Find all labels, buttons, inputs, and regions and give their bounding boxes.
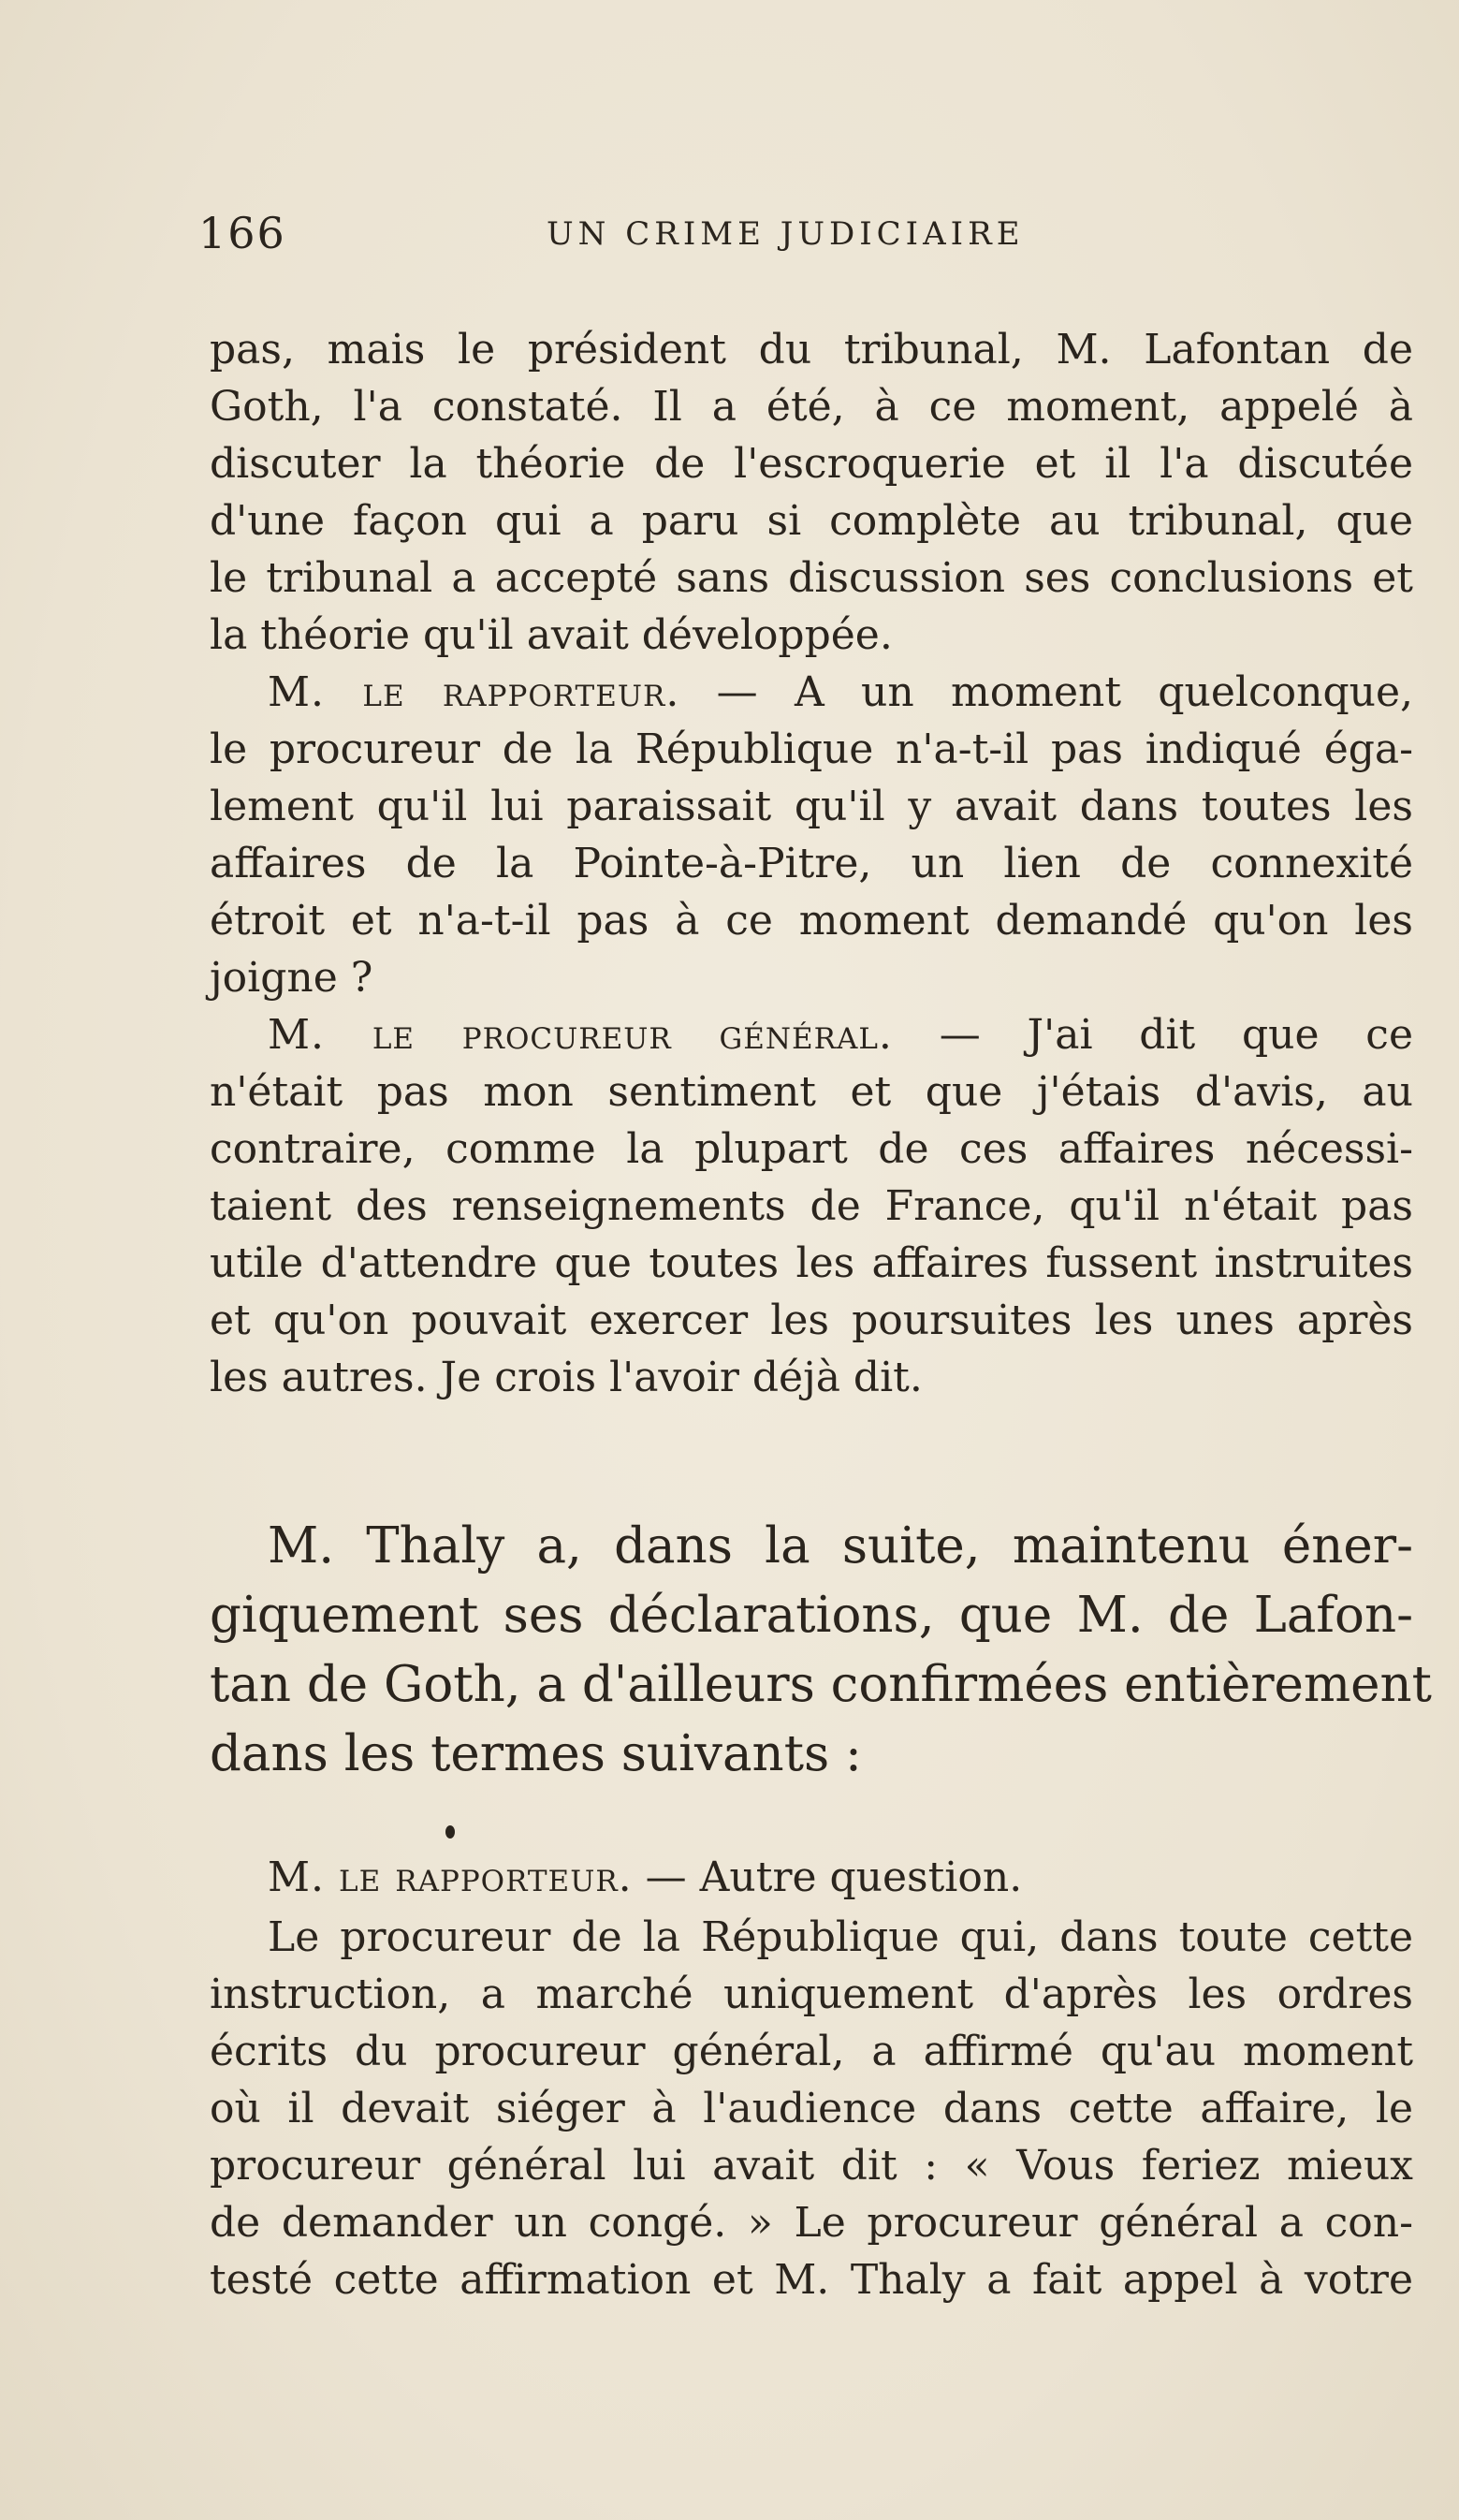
speaker-label: M. le procureur général. bbox=[268, 1011, 893, 1059]
text-line: procureur général lui avait dit : « Vous feriez mieux bbox=[210, 2142, 1413, 2190]
text-line: la théorie qu'il avait développée. bbox=[210, 611, 893, 659]
text-line: giquement ses déclarations, que M. de Lafon- bbox=[210, 1587, 1413, 1644]
text-line: dans les termes suivants : bbox=[210, 1725, 862, 1782]
speech-text: — J'ai dit que ce bbox=[939, 1011, 1413, 1059]
text-line: le procureur de la République n'a-t-il pas indiqué éga- bbox=[210, 725, 1413, 773]
ink-mark bbox=[445, 1825, 455, 1839]
text-line: écrits du procureur général, a affirmé qu'au moment bbox=[210, 2028, 1413, 2075]
text-line: taient des renseignements de France, qu'il n'était pas bbox=[210, 1182, 1413, 1230]
page-number: 166 bbox=[198, 208, 286, 258]
text-line: discuter la théorie de l'escroquerie et il l'a discutée bbox=[210, 440, 1413, 488]
text-line: M. Thaly a, dans la suite, maintenu éner- bbox=[268, 1517, 1413, 1575]
text-line: d'une façon qui a paru si complète au tribunal, que bbox=[210, 497, 1413, 545]
text-line: de demander un congé. » Le procureur général a con- bbox=[210, 2199, 1413, 2247]
text-line: instruction, a marché uniquement d'après les ordres bbox=[210, 1971, 1413, 2018]
speech-text: — A un moment quelconque, bbox=[716, 668, 1413, 716]
text-line: utile d'attendre que toutes les affaires fussent instruites bbox=[210, 1239, 1413, 1287]
text-line: pas, mais le président du tribunal, M. Lafontan de bbox=[210, 326, 1413, 374]
text-line bbox=[268, 1850, 1413, 1906]
text-line: et qu'on pouvait exercer les poursuites les unes après bbox=[210, 1297, 1413, 1344]
text-line: où il devait siéger à l'audience dans cette affaire, le bbox=[210, 2085, 1413, 2132]
text-line: Le procureur de la République qui, dans toute cette bbox=[268, 1913, 1413, 1961]
text-line: le tribunal a accepté sans discussion ses conclusions et bbox=[210, 554, 1413, 602]
text-line: testé cette affirmation et M. Thaly a fait appel à votre bbox=[210, 2256, 1413, 2304]
text-line: n'était pas mon sentiment et que j'étais d'avis, au bbox=[210, 1068, 1413, 1116]
text-line: joigne ? bbox=[210, 954, 373, 1002]
page-header bbox=[198, 208, 1415, 264]
speech-text: — Autre question. bbox=[645, 1853, 1023, 1901]
text-line bbox=[268, 665, 1413, 721]
text-line: affaires de la Pointe-à-Pitre, un lien de connexité bbox=[210, 840, 1413, 887]
text-line: lement qu'il lui paraissait qu'il y avait dans toutes les bbox=[210, 783, 1413, 830]
text-line: Goth, l'a constaté. Il a été, à ce moment, appelé à bbox=[210, 383, 1413, 431]
text-line: étroit et n'a-t-il pas à ce moment demandé qu'on les bbox=[210, 897, 1413, 945]
text-line bbox=[268, 1007, 1413, 1063]
text-line: contraire, comme la plupart de ces affaires nécessi- bbox=[210, 1125, 1413, 1173]
running-title: UN CRIME JUDICIAIRE bbox=[547, 215, 1025, 253]
speaker-label: M. le rapporteur. bbox=[268, 1853, 633, 1901]
text-line: tan de Goth, a d'ailleurs confirmées entièrement bbox=[210, 1656, 1432, 1713]
text-line: les autres. Je crois l'avoir déjà dit. bbox=[210, 1354, 923, 1401]
speaker-label: M. le rapporteur. bbox=[268, 668, 680, 716]
